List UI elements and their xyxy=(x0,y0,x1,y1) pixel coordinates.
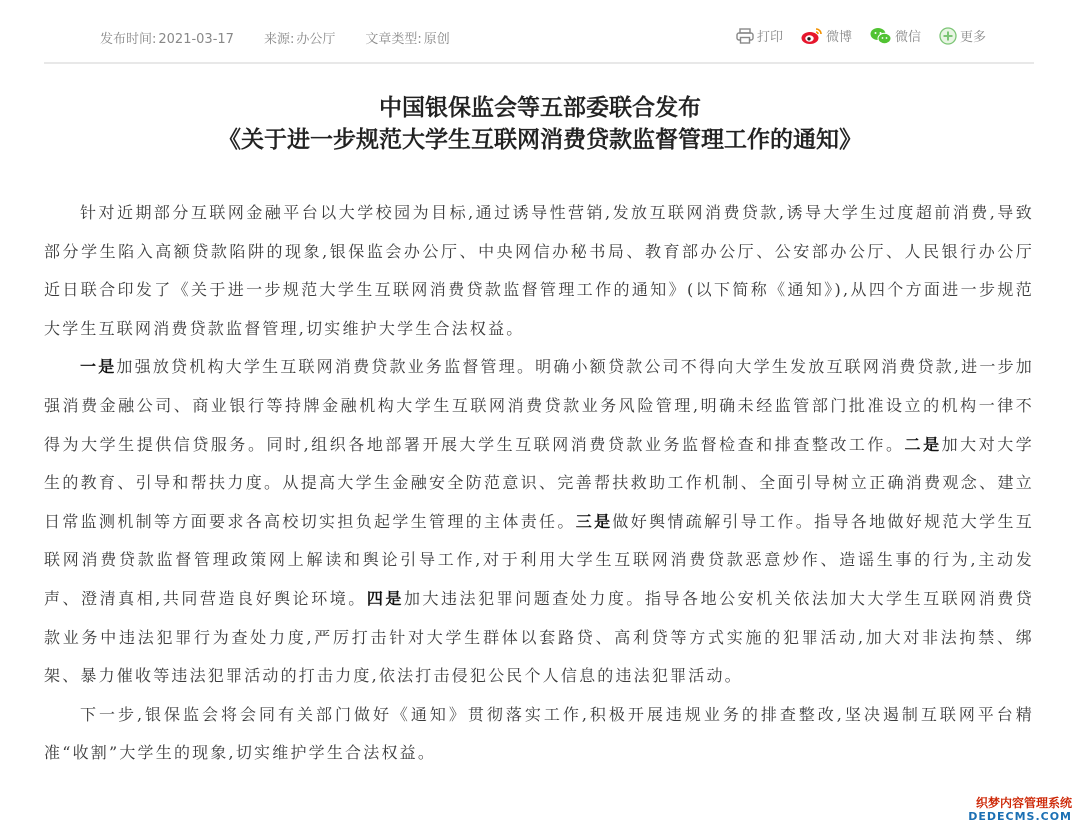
watermark-text-cn: 织梦内容管理系统 xyxy=(975,796,1072,810)
wechat-label: 微信 xyxy=(894,30,921,45)
type-value: 原创 xyxy=(423,32,450,47)
wechat-share-button[interactable] xyxy=(870,26,921,45)
paragraph-intro: 针对近期部分互联网金融平台以大学校园为目标,通过诱导性营销,发放互联网消费贷款,诱导大学生过度超前消费,导致部分学生陷入高额贷款陷阱的现象,银保监会办公厅、中央网信办秘书局、教育部办公厅、公安部办公厅、人民银行办公厅近日联合印发了《关于进一步规范大学生互联网消费贷款监督管理工作的通知》(以下简称《通知》),从四个方面进一步规范大学生互联网消费贷款监督管理,切实维护大学生合法权益。 xyxy=(44,203,1034,338)
print-button[interactable] xyxy=(736,26,783,45)
type-label: 文章类型: xyxy=(365,32,422,47)
article-type xyxy=(365,28,451,47)
more-share-button[interactable] xyxy=(939,26,986,45)
measure-2-keyword: 二是 xyxy=(904,434,942,454)
plus-circle-icon xyxy=(939,27,957,45)
watermark-text-en: DEDECMS.COM xyxy=(968,810,1072,823)
measure-1-keyword: 一是 xyxy=(80,357,117,377)
publish-time xyxy=(100,28,236,47)
printer-icon xyxy=(736,28,754,44)
watermark-logo xyxy=(968,796,1072,824)
weibo-share-button[interactable] xyxy=(801,26,852,45)
source-label: 来源: xyxy=(263,32,295,47)
title-line-1: 中国银保监会等五部委联合发布 xyxy=(379,95,701,121)
paragraph-measures xyxy=(44,348,1034,695)
measure-4-text: 加大违法犯罪问题查处力度。指导各地公安机关依法加大大学生互联网消费贷款业务中违法犯罪行为查处力度,严厉打击针对大学生群体以套路贷、高利贷等方式实施的犯罪活动,加大对非法拘禁、绑架、暴力催收等违法犯罪活动的打击力度,依法打击侵犯公民个人信息的违法犯罪活动。 xyxy=(44,588,1035,686)
title-line-2: 《关于进一步规范大学生互联网消费贷款监督管理工作的通知》 xyxy=(218,127,862,153)
measure-4-keyword: 四是 xyxy=(366,588,404,608)
article-meta xyxy=(100,28,452,47)
print-label: 打印 xyxy=(756,30,783,45)
publish-time-label: 发布时间: xyxy=(100,32,157,47)
measure-1-text: 加强放贷机构大学生互联网消费贷款业务监督管理。明确小额贷款公司不得向大学生发放互联网消费贷款,进一步加强消费金融公司、商业银行等持牌金融机构大学生互联网消费贷款业务风险管理,明确未经监管部门批准设立的机构一律不得为大学生提供信贷服务。同时,组织各地部署开展大学生互联网消费贷款业务监督检查和排查整改工作。 xyxy=(44,357,1034,454)
article-body xyxy=(44,194,1034,773)
wechat-icon xyxy=(870,27,892,45)
measure-3-keyword: 三是 xyxy=(575,511,613,531)
weibo-icon xyxy=(801,27,823,45)
source-value: 办公厅 xyxy=(296,32,336,47)
weibo-label: 微博 xyxy=(825,30,852,45)
share-toolbar xyxy=(736,26,986,45)
measure-3-text: 做好舆情疏解引导工作。指导各地做好规范大学生互联网消费贷款监督管理政策网上解读和舆论引导工作,对于利用大学生互联网消费贷款恶意炒作、造谣生事的行为,主动发声、澄清真相,共同营造良好舆论环境。 xyxy=(44,511,1034,608)
publish-time-value: 2021-03-17 xyxy=(158,32,234,47)
measure-2-text: 加大对大学生的教育、引导和帮扶力度。从提高大学生金融安全防范意识、完善帮扶救助工作机制、全面引导树立正确消费观念、建立日常监测机制等方面要求各高校切实担负起学生管理的主体责任。 xyxy=(44,434,1034,531)
article-meta-bar xyxy=(44,0,1034,64)
paragraph-next-step: 下一步,银保监会将会同有关部门做好《通知》贯彻落实工作,积极开展违规业务的排查整改,坚决遏制互联网平台精准“收割”大学生的现象,切实维护学生合法权益。 xyxy=(44,704,1034,763)
article-source xyxy=(264,28,337,47)
more-label: 更多 xyxy=(959,30,986,45)
article-title xyxy=(0,92,1080,156)
